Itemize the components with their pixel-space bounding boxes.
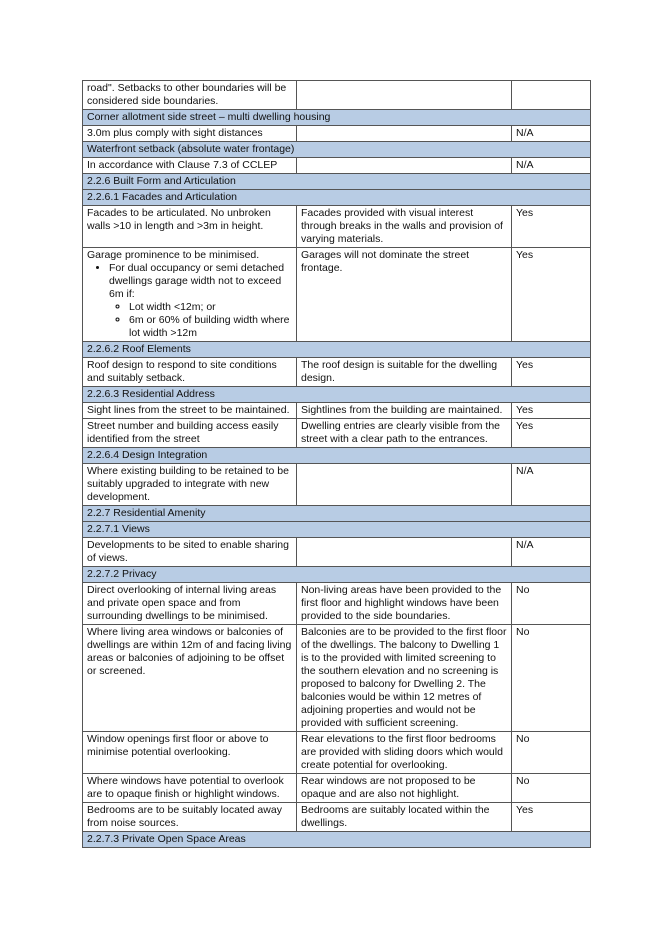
requirement-cell: Direct overlooking of internal living areas and private open space and from surrounding dwellings to be minimised. [83, 583, 297, 625]
table-row [83, 538, 591, 567]
requirement-cell: Where living area windows or balconies of dwellings are within 12m of and facing living areas or balconies of adjoining to be offset or screened. [83, 625, 297, 732]
response-cell: Rear windows are not proposed to be opaque and are also not highlight. [297, 774, 512, 803]
compliance-cell: N/A [512, 126, 591, 142]
compliance-cell: No [512, 625, 591, 732]
section-header-row [83, 387, 591, 403]
section-header-row [83, 342, 591, 358]
table-row [83, 248, 591, 342]
response-cell: Sightlines from the building are maintained. [297, 403, 512, 419]
table-row [83, 419, 591, 448]
section-header-row [83, 832, 591, 848]
table-row [83, 583, 591, 625]
requirement-cell: Window openings first floor or above to minimise potential overlooking. [83, 732, 297, 774]
section-header: 2.2.7.1 Views [83, 522, 591, 538]
table-row [83, 126, 591, 142]
compliance-cell: Yes [512, 248, 591, 342]
table-row [83, 358, 591, 387]
requirement-cell [83, 248, 297, 342]
requirement-bullets [87, 262, 292, 340]
compliance-cell: No [512, 774, 591, 803]
requirement-cell: Facades to be articulated. No unbroken walls >10 in length and >3m in height. [83, 206, 297, 248]
section-header: 2.2.6.2 Roof Elements [83, 342, 591, 358]
requirement-cell: Developments to be sited to enable sharing of views. [83, 538, 297, 567]
response-cell: The roof design is suitable for the dwelling design. [297, 358, 512, 387]
sub-bullet-item: ◦ Lot width <12m; or [129, 301, 292, 314]
requirement-cell: In accordance with Clause 7.3 of CCLEP [83, 158, 297, 174]
compliance-cell [512, 81, 591, 110]
compliance-cell: N/A [512, 158, 591, 174]
response-cell: Bedrooms are suitably located within the dwellings. [297, 803, 512, 832]
compliance-cell: Yes [512, 803, 591, 832]
section-header-row [83, 110, 591, 126]
response-cell: Garages will not dominate the street frontage. [297, 248, 512, 342]
compliance-cell: N/A [512, 538, 591, 567]
section-header: Waterfront setback (absolute water frontage) [83, 142, 591, 158]
requirement-cell: Roof design to respond to site conditions and suitably setback. [83, 358, 297, 387]
table-row [83, 81, 591, 110]
table-row [83, 774, 591, 803]
section-header: 2.2.6.3 Residential Address [83, 387, 591, 403]
requirement-cell: road". Setbacks to other boundaries will be considered side boundaries. [83, 81, 297, 110]
response-cell: Balconies are to be provided to the first floor of the dwellings. The balcony to Dwelling 1 is to the provided with limited screening to the southern elevation and no screening is proposed to balcony for Dwelling 2. The balconies would be within 12 metres of adjoining properties and would not be provided with sufficient screening. [297, 625, 512, 732]
table-row [83, 464, 591, 506]
response-cell: Dwelling entries are clearly visible from the street with a clear path to the entrances. [297, 419, 512, 448]
response-cell: Non-living areas have been provided to the first floor and highlight windows have been provided to the side boundaries. [297, 583, 512, 625]
response-cell: Rear elevations to the first floor bedrooms are provided with sliding doors which would create potential for overlooking. [297, 732, 512, 774]
requirement-cell: Where windows have potential to overlook are to opaque finish or highlight windows. [83, 774, 297, 803]
requirement-cell: Street number and building access easily identified from the street [83, 419, 297, 448]
requirement-cell: Bedrooms are to be suitably located away from noise sources. [83, 803, 297, 832]
table-row [83, 403, 591, 419]
section-header-row [83, 174, 591, 190]
section-header-row [83, 567, 591, 583]
table-row [83, 625, 591, 732]
section-header: 2.2.6 Built Form and Articulation [83, 174, 591, 190]
section-header-row [83, 142, 591, 158]
sub-bullet-item: ◦ 6m or 60% of building width where lot width >12m [129, 314, 292, 340]
requirement-cell: Where existing building to be retained to be suitably upgraded to integrate with new development. [83, 464, 297, 506]
compliance-cell: Yes [512, 403, 591, 419]
compliance-cell: Yes [512, 419, 591, 448]
response-cell [297, 538, 512, 567]
bullet-text: For dual occupancy or semi detached dwellings garage width not to exceed 6m if: [109, 262, 285, 300]
compliance-cell: No [512, 583, 591, 625]
section-header-row [83, 448, 591, 464]
table-row [83, 206, 591, 248]
section-header-row [83, 522, 591, 538]
table-row [83, 803, 591, 832]
response-cell [297, 81, 512, 110]
section-header: 2.2.7.2 Privacy [83, 567, 591, 583]
section-header: Corner allotment side street – multi dwelling housing [83, 110, 591, 126]
compliance-table [82, 80, 591, 848]
compliance-cell: N/A [512, 464, 591, 506]
section-header-row [83, 190, 591, 206]
bullet-item [109, 262, 292, 340]
section-header: 2.2.7 Residential Amenity [83, 506, 591, 522]
response-cell: Facades provided with visual interest through breaks in the walls and provision of varying materials. [297, 206, 512, 248]
compliance-cell: Yes [512, 206, 591, 248]
table-row [83, 732, 591, 774]
requirement-text: Garage prominence to be minimised. [87, 249, 260, 261]
section-header: 2.2.7.3 Private Open Space Areas [83, 832, 591, 848]
response-cell [297, 126, 512, 142]
sub-bullets [109, 301, 292, 340]
compliance-cell: Yes [512, 358, 591, 387]
response-cell [297, 464, 512, 506]
compliance-cell: No [512, 732, 591, 774]
section-header: 2.2.6.4 Design Integration [83, 448, 591, 464]
response-cell [297, 158, 512, 174]
table-row [83, 158, 591, 174]
requirement-cell: 3.0m plus comply with sight distances [83, 126, 297, 142]
section-header: 2.2.6.1 Facades and Articulation [83, 190, 591, 206]
section-header-row [83, 506, 591, 522]
requirement-cell: Sight lines from the street to be maintained. [83, 403, 297, 419]
